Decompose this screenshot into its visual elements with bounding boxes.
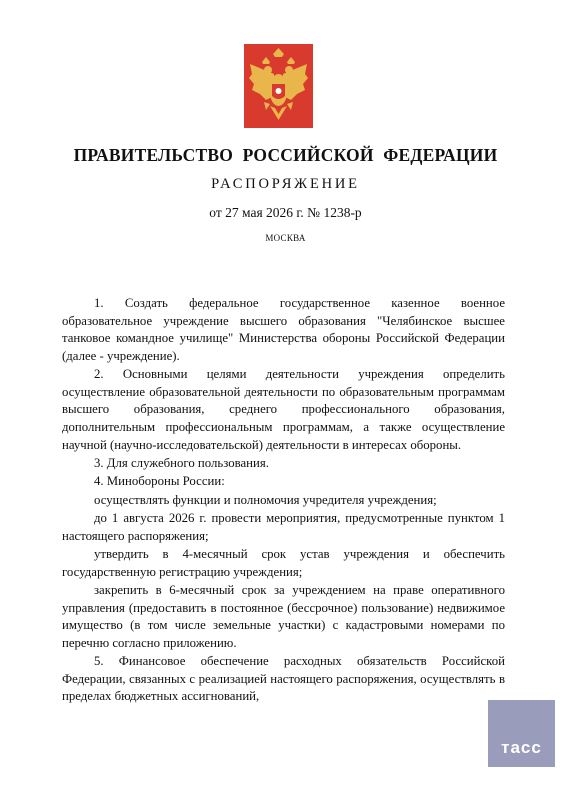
document-date-number: от 27 мая 2026 г. № 1238-р	[209, 205, 362, 220]
document-city: МОСКВА	[265, 233, 306, 243]
paragraph-2: 2. Основными целями деятельности учреждения определить осуществление образовательной деятельности по образовательным программам высшего образования, среднего профессионального образования, дополнительным профессиональным программам, а также осуществление научной (научно-исследовательской) деятельности в интересах обороны.	[62, 367, 505, 452]
tass-watermark-logo	[488, 700, 555, 767]
document-body	[62, 295, 505, 707]
coat-of-arms-icon	[244, 44, 313, 128]
paragraph-4-item-3: утвердить в 4-месячный срок устав учреждения и обеспечить государственную регистрацию учреждения;	[62, 547, 505, 579]
paragraph-4-item-4: закрепить в 6-месячный срок за учреждением на праве оперативного управления (предоставить в постоянное (бессрочное) пользование) недвижимое имущество (в том числе земельные участки) с кадастровыми номерами по перечню согласно приложению.	[62, 583, 505, 650]
paragraph-1: 1. Создать федеральное государственное казенное военное образовательное учреждение высшего образования "Челябинское высшее танковое командное училище" Министерства обороны Российской Федерации (далее - учреждение).	[62, 296, 505, 363]
paragraph-4: 4. Минобороны России:	[94, 474, 225, 489]
paragraph-3: 3. Для служебного пользования.	[94, 455, 269, 470]
document-type: РАСПОРЯЖЕНИЕ	[211, 176, 360, 192]
paragraph-5: 5. Финансовое обеспечение расходных обязательств Российской Федерации, связанных с реализацией настоящего распоряжения, осуществлять в пределах бюджетных ассигнований,	[62, 654, 505, 704]
paragraph-4-item-2: до 1 августа 2026 г. провести мероприятия, предусмотренные пунктом 1 настоящего распоряжения;	[62, 511, 505, 543]
paragraph-4-item-1: осуществлять функции и полномочия учредителя учреждения;	[94, 492, 437, 507]
tass-logo-text: тасс	[501, 738, 542, 757]
government-title: ПРАВИТЕЛЬСТВО РОССИЙСКОЙ ФЕДЕРАЦИИ	[73, 145, 498, 165]
